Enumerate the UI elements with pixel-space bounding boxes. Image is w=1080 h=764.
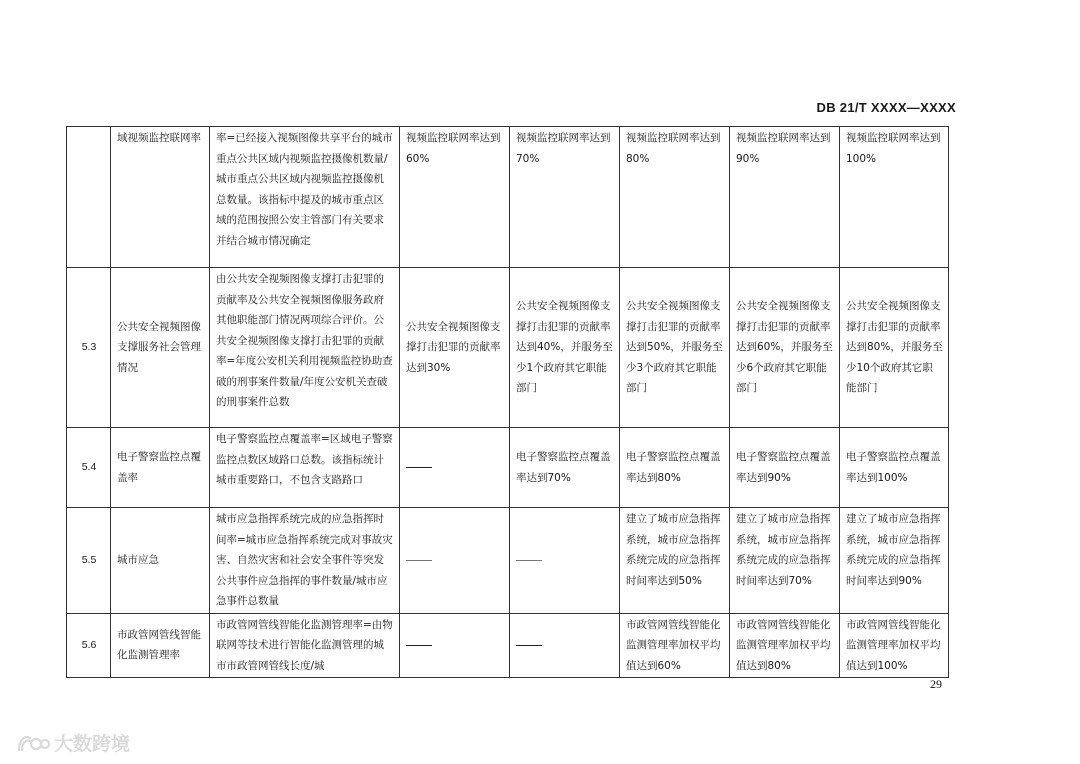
- indicator-description: 由公共安全视频图像支撑打击犯罪的贡献率及公共安全视频图像服务政府其他职能部门情况两项综合评价。公共安全视频图像支撑打击犯罪的贡献率=年度公安机关利用视频监控协助查破的刑事案件数量/年度公安机关查破的刑事案件总数: [210, 268, 400, 428]
- dash-mark: [406, 645, 432, 646]
- indicator-name: 市政管网管线智能化监测管理率: [111, 613, 210, 678]
- level-2-empty: [510, 508, 620, 614]
- level-4-value: 市政管网管线智能化监测管理率加权平均值达到80%: [730, 613, 840, 678]
- level-3-value: 电子警察监控点覆盖率达到80%: [620, 428, 730, 508]
- level-4-value: 电子警察监控点覆盖率达到90%: [730, 428, 840, 508]
- level-1-empty: [400, 508, 510, 614]
- table-row: [67, 613, 949, 678]
- level-5-value: 视频监控联网率达到100%: [840, 127, 949, 268]
- watermark-text: 大数跨境: [54, 733, 131, 755]
- level-5-value: 电子警察监控点覆盖率达到100%: [840, 428, 949, 508]
- table-row: [67, 127, 949, 268]
- level-5-value: 公共安全视频图像支撑打击犯罪的贡献率达到80%，并服务至少10个政府其它职能部门: [840, 268, 949, 428]
- indicator-description: 电子警察监控点覆盖率=区域电子警察监控点数区域路口总数。该指标统计城市重要路口，不包含支路路口: [210, 428, 400, 508]
- level-3-value: 建立了城市应急指挥系统，城市应急指挥系统完成的应急指挥时间率达到50%: [620, 508, 730, 614]
- level-5-value: 建立了城市应急指挥系统，城市应急指挥系统完成的应急指挥时间率达到90%: [840, 508, 949, 614]
- level-1-value: 公共安全视频图像支撑打击犯罪的贡献率达到30%: [400, 268, 510, 428]
- level-3-value: 视频监控联网率达到80%: [620, 127, 730, 268]
- indicator-description: 城市应急指挥系统完成的应急指挥时间率=城市应急指挥系统完成对事故灾害、自然灾害和社会安全事件等突发公共事件应急指挥的事件数量/城市应急事件总数量: [210, 508, 400, 614]
- level-4-value: 建立了城市应急指挥系统，城市应急指挥系统完成的应急指挥时间率达到70%: [730, 508, 840, 614]
- watermark: [16, 729, 130, 756]
- level-4-value: 视频监控联网率达到90%: [730, 127, 840, 268]
- level-3-value: 公共安全视频图像支撑打击犯罪的贡献率达到50%，并服务至少3个政府其它职能部门: [620, 268, 730, 428]
- row-number: 5.5: [67, 508, 111, 614]
- indicator-name: 公共安全视频图像支撑服务社会管理情况: [111, 268, 210, 428]
- level-1-value: 视频监控联网率达到60%: [400, 127, 510, 268]
- logo-icon: [16, 732, 50, 754]
- indicator-description: 率=已经接入视频图像共享平台的城市重点公共区域内视频监控摄像机数量/城市重点公共区域内视频监控摄像机总数量。该指标中提及的城市重点区域的范围按照公安主管部门有关要求并结合城市情况确定: [210, 127, 400, 268]
- page-number: 29: [930, 677, 942, 691]
- doc-code: DB 21/T XXXX—XXXX: [816, 100, 956, 115]
- level-5-value: 市政管网管线智能化监测管理率加权平均值达到100%: [840, 613, 949, 678]
- level-3-value: 市政管网管线智能化监测管理率加权平均值达到60%: [620, 613, 730, 678]
- table-row: [67, 268, 949, 428]
- dash-mark: [406, 560, 432, 561]
- level-2-empty: [510, 613, 620, 678]
- indicator-table: [66, 126, 949, 678]
- indicator-name: 域视频监控联网率: [111, 127, 210, 268]
- level-2-value: 视频监控联网率达到70%: [510, 127, 620, 268]
- level-4-value: 公共安全视频图像支撑打击犯罪的贡献率达到60%，并服务至少6个政府其它职能部门: [730, 268, 840, 428]
- dash-mark: [516, 560, 542, 561]
- table-row: [67, 508, 949, 614]
- level-2-value: 电子警察监控点覆盖率达到70%: [510, 428, 620, 508]
- level-2-value: 公共安全视频图像支撑打击犯罪的贡献率达到40%，并服务至少1个政府其它职能部门: [510, 268, 620, 428]
- indicator-name: 城市应急: [111, 508, 210, 614]
- level-1-empty: [400, 428, 510, 508]
- dash-mark: [406, 467, 432, 468]
- indicator-name: 电子警察监控点覆盖率: [111, 428, 210, 508]
- table-row: [67, 428, 949, 508]
- row-number: [67, 127, 111, 268]
- row-number: 5.3: [67, 268, 111, 428]
- level-1-empty: [400, 613, 510, 678]
- row-number: 5.4: [67, 428, 111, 508]
- indicator-description: 市政管网管线智能化监测管理率=由物联网等技术进行智能化监测管理的城市市政管网管线长度/城: [210, 613, 400, 678]
- dash-mark: [516, 645, 542, 646]
- row-number: 5.6: [67, 613, 111, 678]
